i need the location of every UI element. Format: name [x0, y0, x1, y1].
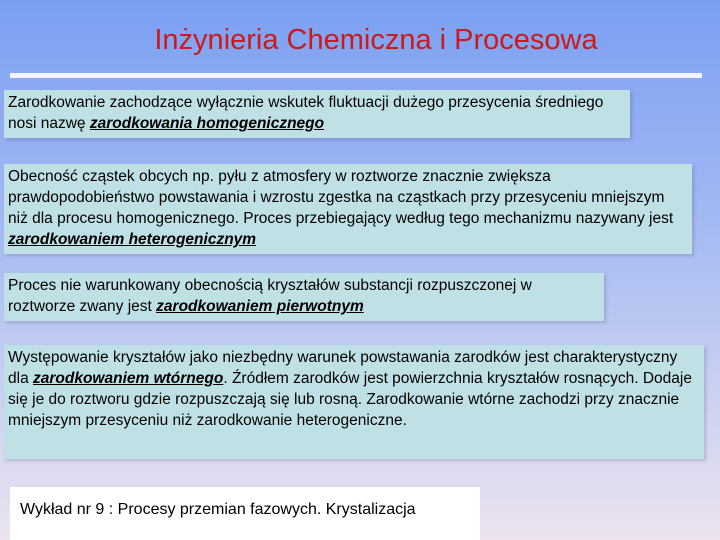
- paragraph-heterogeneous: [8, 166, 688, 250]
- paragraph-homogeneous: [8, 92, 626, 134]
- paragraph-text: Występowanie kryształów jako niezbędny warunek powstawania zarodków jest charakterystyczny dla: [8, 349, 678, 387]
- term-homogeneous-nucleation: zarodkowania homogenicznego: [89, 115, 325, 132]
- term-secondary-nucleation: zarodkowaniem wtórnego: [33, 370, 224, 387]
- term-heterogeneous-nucleation: zarodkowaniem heterogenicznym: [8, 231, 257, 248]
- paragraph-text: Zarodkowanie zachodzące wyłącznie wskutek fluktuacji dużego przesycenia średniego nosi nazwę: [8, 94, 604, 132]
- paragraph-primary: [8, 275, 600, 317]
- text-box-heterogeneous-nucleation: [4, 164, 692, 254]
- slide-title: Inżynieria Chemiczna i Procesowa: [154, 24, 598, 56]
- paragraph-text: Proces nie warunkowany obecnością kryształów substancji rozpuszczonej w roztworze zwany jest: [8, 277, 532, 315]
- paragraph-text: Obecność cząstek obcych np. pyłu z atmosfery w roztworze znacznie zwiększa prawdopodobieństwo powstawania i wzrostu zgestka na cząstkach przy przesyceniu mniejszym niż dla procesu homogenicznego. Proces przebiegający według tego mechanizmu nazywany jest: [8, 168, 674, 227]
- lecture-footer: Wykład nr 9 : Procesy przemian fazowych. Krystalizacja: [10, 487, 480, 540]
- text-box-secondary-nucleation: [4, 345, 704, 459]
- paragraph-text-after: . Źródłem zarodków jest powierzchnia kryształów rosnących. Dodaje się je do roztworu gdzie rozpuszczają się lub rosną. Zarodkowanie wtórne zachodzi przy znacznie mniejszym przesyceniu niż zarodkowanie heterogeniczne.: [8, 370, 692, 429]
- text-box-primary-nucleation: [4, 273, 604, 321]
- term-primary-nucleation: zarodkowaniem pierwotnym: [156, 298, 364, 315]
- title-divider: [10, 73, 702, 78]
- paragraph-secondary: [8, 347, 700, 431]
- text-box-homogeneous-nucleation: [4, 90, 630, 138]
